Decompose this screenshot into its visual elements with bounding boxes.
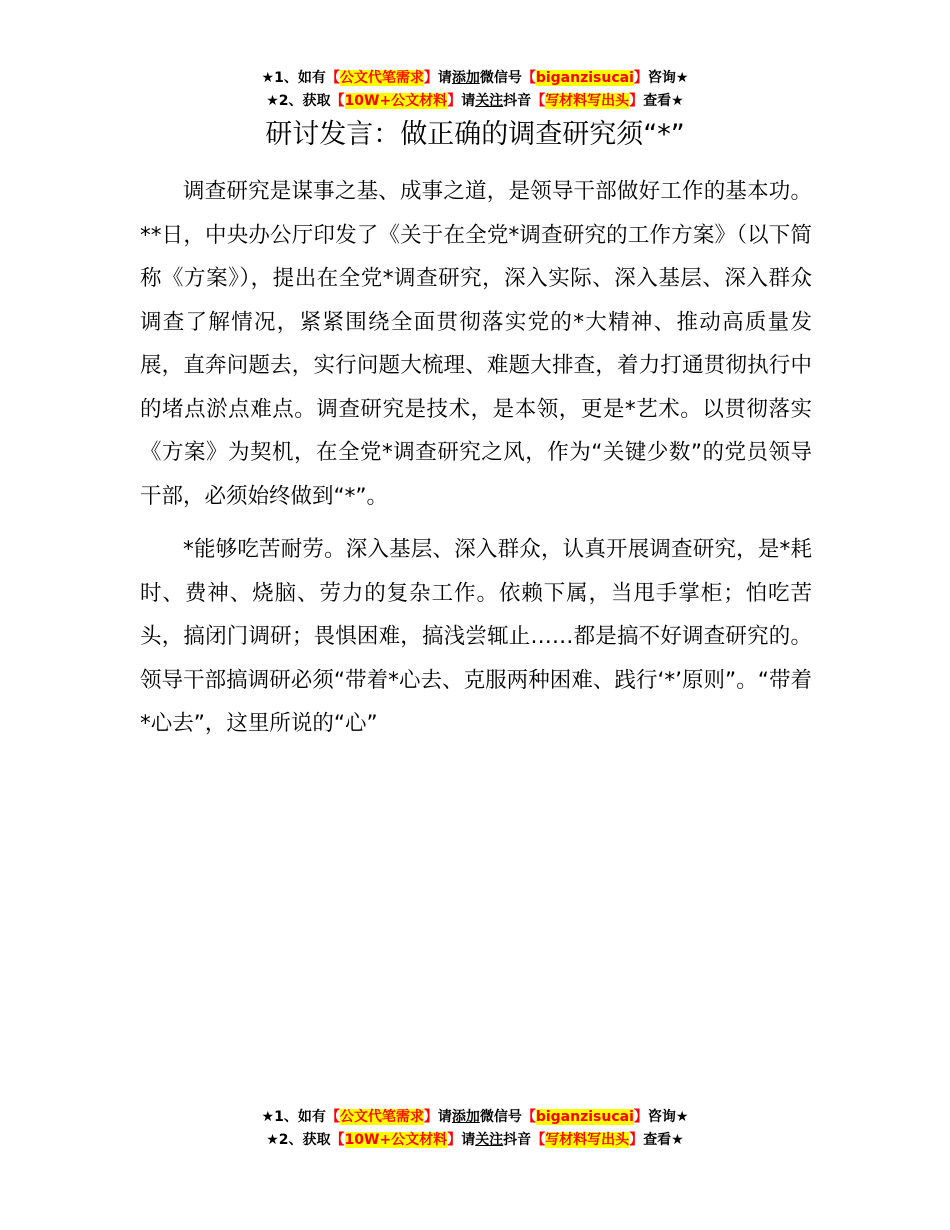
promo-text: 查看★ [643,93,684,109]
promo-line-1 [0,1106,950,1129]
underlined-action: 添加 [451,1109,480,1125]
promo-text: 微信号 [479,1109,522,1125]
promo-text: 咨询★ [647,1109,689,1125]
bracket: 】 [447,93,462,109]
bracket: 【 [521,70,536,86]
bracket: 【 [330,93,345,109]
promo-text: 请 [461,93,476,109]
bracket: 】 [447,1132,462,1148]
promo-line-2 [0,90,950,113]
highlight-douyin-account: 写材料写出头 [545,93,630,109]
bracket: 【 [325,1109,340,1125]
bracket: 】 [633,1109,648,1125]
highlight-wechat-id: biganzisucai [535,70,634,86]
bracket: 】 [423,1109,438,1125]
underlined-action: 关注 [475,93,504,109]
promo-text: 请 [437,70,452,86]
bracket: 【 [531,93,546,109]
highlight-service: 公文代笔需求 [339,70,424,86]
bracket: 】 [423,70,438,86]
document-title: 研讨发言：做正确的调查研究须“*” [265,119,685,150]
promo-text: 请 [437,1109,452,1125]
highlight-wechat-id: biganzisucai [535,1109,634,1125]
highlight-service: 公文代笔需求 [339,1109,424,1125]
promo-text: ★2、获取 [266,1132,331,1148]
promo-text: 查看★ [643,1132,684,1148]
bracket: 【 [325,70,340,86]
paragraph: *能够吃苦耐劳。深入基层、深入群众，认真开展调查研究，是*耗时、费神、烧脑、劳力的复杂工作。依赖下属，当甩手掌柜；怕吃苦头，搞闭门调研；畏惧困难，搞浅尝辄止……都是搞不好调查研究的。领导干部搞调研必须“带着*心去、克服两种困难、践行‘*’原则”。“带着*心去”，这里所说的“心” [140,537,812,736]
bracket: 【 [330,1132,345,1148]
promo-text: 抖音 [503,93,532,109]
promo-text: 咨询★ [647,70,689,86]
document-body [140,170,812,746]
header-promo-banner [0,67,950,113]
highlight-materials: 10W+公文材料 [344,1132,448,1148]
promo-text: 抖音 [503,1132,532,1148]
bracket: 】 [629,1132,644,1148]
promo-text: 微信号 [479,70,522,86]
bracket: 】 [629,93,644,109]
bracket: 【 [531,1132,546,1148]
paragraph: 调查研究是谋事之基、成事之道，是领导干部做好工作的基本功。**日，中央办公厅印发了《关于在全党*调查研究的工作方案》（以下简称《方案》），提出在全党*调查研究，深入实际、深入基层、深入群众调查了解情况，紧紧围绕全面贯彻落实党的*大精神、推动高质量发展，直奔问题去，实行问题大梳理、难题大排查，着力打通贯彻执行中的堵点淤点难点。调查研究是技术，是本领，更是*艺术。以贯彻落实《方案》为契机，在全党*调查研究之风，作为“关键少数”的党员领导干部，必须始终做到“*”。 [140,179,812,509]
underlined-action: 添加 [451,70,480,86]
highlight-douyin-account: 写材料写出头 [545,1132,630,1148]
footer-promo-banner [0,1106,950,1152]
promo-text: 请 [461,1132,476,1148]
promo-text: ★2、获取 [266,93,331,109]
promo-text: ★1、如有 [261,1109,326,1125]
highlight-materials: 10W+公文材料 [344,93,448,109]
promo-text: ★1、如有 [261,70,326,86]
bracket: 】 [633,70,648,86]
promo-line-1 [0,67,950,90]
underlined-action: 关注 [475,1132,504,1148]
promo-line-2 [0,1129,950,1152]
bracket: 【 [521,1109,536,1125]
